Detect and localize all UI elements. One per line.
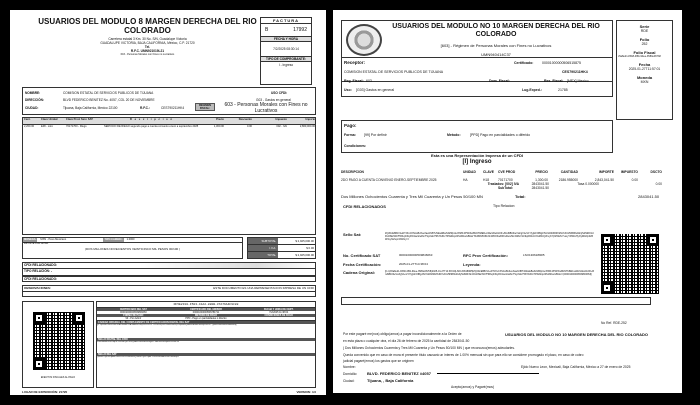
col-unidad: UNIDAD (463, 170, 476, 174)
totals-box (247, 237, 316, 259)
empty-notes-box (341, 297, 651, 305)
rfc-prov-value: LSO1306189R5 (523, 253, 545, 257)
nombre-label: Nombre: (343, 365, 356, 369)
col-clave-prod: Clave Prod. Serv. SAT (66, 118, 93, 121)
serie-value: RDE (640, 29, 649, 33)
col-precio: Precio (216, 118, 224, 121)
acepto-pagare: Acepto(amos) y Pagaré(mos) (451, 385, 495, 389)
pagare-text-4: Queda convenido que en caso de mora el presente título causará un interes de 1.00% mensual sin que para ello se considere prorrogado el plazo, en caso de cobro (343, 353, 584, 357)
col-descripcion: DESCRIPCION (341, 170, 364, 174)
fecha-label: FECHA Y HORA (261, 37, 311, 42)
regimen-label: REGIMEN FISCAL: (195, 103, 215, 111)
domicilio-value: BLVD. FEDERICO BENITEZ #4057 (367, 371, 431, 376)
serie: B (265, 27, 269, 33)
sello-emisor-value: ZmXn8Hf0cG3k9JqLvP2W1sE+yR7tUaQdBoV5NcMiK8xZ4gFh...AsDfGhJkLqWeRtYuIoP== (97, 341, 180, 343)
cert-emisor-value: 00001000000506784711 (192, 311, 220, 314)
pagare-text-1: Por este pagaré me(nos) obligo(amos) a pagar incondicionalmente a la Orden de (343, 332, 462, 336)
moneda-label: MONEDA: (24, 238, 37, 241)
reg-fiscal-value: 603 (366, 79, 372, 83)
cell: 2,860,000.00 (299, 125, 315, 128)
ciudad-value: Tijuana, , Baja California (367, 378, 414, 383)
invoice-document-modulo-10 (333, 10, 682, 393)
total-row (248, 252, 315, 258)
issuer-rfc: UMN940414C37 (481, 52, 511, 57)
cadena-value: ||1.1|DF5E2310-F503-41A2-880B-37A76A4F9C88|2025-02-07T11:38:04|LSO1306189R5|kY3pwM5QxBzU0dGwR1eDcp+r8P2c...||00001000000509846663|| (97, 324, 237, 326)
issuer-address-2: GUADALUPE VICTORIA, BAJA CALIFORNIA, México, C.P. 21720 (100, 41, 195, 45)
res-fiscal-value: [MEX] Mexico (567, 79, 589, 83)
sello-sat-label: SELLO DEL SAT (97, 353, 315, 356)
traslados-label: Traslados: [002] IVA (487, 182, 519, 186)
cfdi-relacionado-box (22, 262, 316, 276)
issuer-tel: Tel. (144, 45, 151, 49)
cfdi-relacionado-label: CFDI RELACIONADO: (23, 263, 315, 269)
issuer-name: USUARIOS DEL MODULO 8 MARGEN DERECHA DEL RIO COLORADO (38, 17, 257, 35)
representacion-impresa: Esta es una Representación Impresa de un CFDI (430, 153, 524, 158)
total-value: $ 2,925,000.00 (295, 253, 314, 257)
folio-fiscal-value: c5a8e21-83b8-4f6b-90ee-3580e067b8 (618, 55, 661, 58)
qr-code-icon (601, 234, 659, 294)
metodo-pago-value: PPD - Pago en parcialidades o diferido (185, 317, 227, 320)
version (296, 390, 316, 394)
iva-row (248, 245, 315, 252)
lugar-value: 21720 (58, 390, 68, 394)
col-clave: CLAVE (483, 170, 494, 174)
total-label: TOTAL (248, 252, 278, 258)
invoice-document-modulo-8 (10, 10, 326, 395)
condiciones-label: CONDICIONES DE PAGO (242, 314, 315, 317)
tipo-comprobante: [I] Ingreso (462, 159, 492, 165)
representacion-impresa: ESTE DOCUMENTO ES UNA REPRESENTACION IMPRESA DE UN CFDI (213, 286, 314, 290)
forma-label: Forma: (344, 133, 356, 137)
ciudad-label: Ciudad: (343, 379, 355, 383)
receptor-nombre: COMISION ESTATAL DE SERVICIOS PUBLICOS DE TIJUANA (63, 91, 154, 95)
no-ref: No Ref. RDE-252 (601, 321, 627, 325)
lug-exped-label: Lug.Exped.: (522, 88, 543, 92)
traslados-importe: 0.00 (655, 182, 662, 186)
uso-label: Uso: (344, 88, 352, 92)
cell: H18 (483, 178, 490, 182)
table-row (23, 125, 315, 128)
receptor-rfc: CES790211HK4 (161, 106, 185, 110)
condiciones-value (242, 317, 315, 320)
col-clave-unidad: Clave Unidad (41, 118, 58, 121)
moneda-value: MXN (640, 80, 649, 84)
lugar-fecha: Ejido Nuevo Leon, Mexicali, Baja California, México a 27 de enero de 2025 (521, 365, 631, 369)
cell: 2,843,041.50 (594, 178, 614, 182)
ciudad-label: CIUDAD: (25, 106, 39, 110)
cert-sat-label: CERTIFICADO DEL SAT (97, 308, 170, 311)
sello-sat-value: ZQzDcE8B1V1eDTJKvCXSGxBv6veXaw1NBTvNEwkBsZx9ZRpUe/XfMFJ/PWrKw8M1Tb8ED+kWeVAlwCkOF+Bnd9BClbeVwhgV1eV1YfyjGFOlBgJ3VzGDbl3RZXdNVvKCZ9hB3bdGhj/SdN9FNnzRU2SE7kD7HRfupfr3LjPdrGw4cwfbnTSyzGEY5Pv5UDvTF5kbFqcl0S1MlxuGBGkrTFxB4M5z6F/rlnWDOKwRFbvDscvMzJ2MvV1z3kpPd4nCXGMrfvQzFvyhYpSHd2UYvsxyYRWmHyOyDD2rpbzBW4xyhGhqcrJbNbry== (385, 232, 594, 241)
pagare-text-3: ( Dos Millones Ochocientos Cuarenta y Tres Mil Cuarenta y Un Pesos 50/100 MN ) que reconozco(emos) adeudarles. (343, 346, 515, 350)
version-label: VERSION: (296, 390, 311, 394)
receptor-rfc: CES790211HK4 (562, 70, 588, 74)
seal-logo-icon (346, 24, 382, 56)
total-value: 2843041.50 (638, 194, 660, 199)
col-descripcion: D e s c r i p c i o n (129, 118, 174, 121)
receptor-box (341, 57, 613, 97)
iva-label: I.V.A. (248, 245, 278, 251)
condiciones-label: Condiciones: (344, 144, 367, 148)
receptor-label: Receptor: (344, 60, 366, 65)
serie-label: Serie (639, 24, 650, 29)
rfc-label: R.F.C.: (140, 106, 150, 110)
folio-label: Folio (639, 37, 650, 42)
uuid: DF5E2310-F503-41A2-880B-37A76A4F9C88 (97, 302, 315, 308)
fecha-value: 7/2/2025 08:30:14 (261, 42, 311, 57)
qr-box (22, 301, 94, 388)
tipo-cambio-label: TIPO CAMBIO: (104, 238, 123, 241)
col-impuesto: IMPUESTO (620, 170, 638, 174)
forma-pago-label: FORMA DE PAGO (97, 314, 170, 317)
observaciones-label: OBSERVACIONES: (24, 286, 52, 290)
tipo-relacion-label: Tipo Relacion: (493, 204, 516, 208)
cell: 0.00 (246, 125, 252, 128)
issuer-rfc: R.F.C. UMN921019L21 (130, 49, 165, 53)
col-cantidad: CANTIDAD (560, 170, 578, 174)
leyenda-label: Leyenda: (463, 262, 481, 267)
pago-box (341, 120, 613, 153)
tipo-relacion-label: TIPO RELACIÓN: (24, 268, 51, 273)
forma-value: [99] Por definir (364, 133, 387, 137)
col-impuesto: Impuesto (275, 118, 287, 121)
table-header (341, 170, 676, 174)
col-importe: IMPORTE (598, 170, 614, 174)
no-cert-sat-value: 00001000000509846663 (399, 253, 433, 257)
fecha-cert-value: 2025-01-27T14:38:04 (399, 262, 428, 266)
importe-letra-label: IMPORTE CON LETRA (24, 243, 49, 245)
cell: 70171700 (498, 178, 513, 182)
cell: 0.00 (631, 178, 638, 182)
pagare-beneficiario: USUARIOS DEL MODULO NO 10 MARGEN DERECHA DEL RIO COLORADO (505, 332, 649, 337)
pagare-text-2: en esta plaza o cualquier otra, el día 26 de febrero de 2025 la cantidad de 2843041.50 (343, 339, 470, 343)
pagare-text-5: judicial pagaré(emos) los gastos que se originen (343, 359, 414, 363)
no-cert-sat-label: No. Certificado SAT (343, 253, 381, 258)
subtotal-row (248, 238, 315, 245)
col-importe: Importe (305, 118, 315, 121)
lug-exped-value: 21785 (558, 88, 568, 92)
cell: 1,300.00 (213, 125, 224, 128)
col-cve-prod: CVE PROD (498, 170, 516, 174)
concepts-table (22, 117, 316, 235)
rfc-prov-label: RFC Prov Certificación: (463, 253, 508, 258)
receptor-box (22, 87, 316, 115)
fecha-value: 2025-01-27T11:57:01 (628, 67, 661, 71)
cell: 2186.955000 (558, 178, 578, 182)
moneda-label: Moneda (636, 75, 653, 80)
receptor-nombre: COMISION ESTATAL DE SERVICIOS PUBLICOS DE TIJUANA (344, 70, 444, 74)
tipo-relacion-value: - (50, 268, 52, 273)
version-value: 4.0 (311, 390, 316, 394)
subtotal-value: 2843041.50 (531, 186, 549, 190)
subtotal-row (341, 186, 676, 190)
receptor-direccion: BLVD FEDERICO BENITEZ No. 4057, COL 20 DE NOVIEMBRE (63, 98, 155, 102)
subtotal-label: SubTotal: (498, 186, 513, 190)
cfdi-relacionado2-label: CFDI RELACIONADO: (24, 277, 58, 281)
col-cant: Cant. (24, 118, 31, 121)
subtotal-value: $ 2,925,000.00 (295, 239, 314, 243)
total-label: Total: (515, 194, 526, 199)
tipo-comprobante-label: TIPO DE COMPROBANTE: (261, 57, 311, 62)
iva-value: $ 0.00 (306, 246, 314, 250)
cell: 70171700 - Riego (66, 125, 87, 128)
fecha-label: Fecha (638, 62, 651, 67)
sat-info-box (96, 301, 316, 388)
metodo-pago-label: METODO DE PAGO (170, 314, 243, 317)
uso-cfdi-value: G03 - Gastos en general (256, 98, 291, 102)
moneda-value: MXN - Peso Mexicano (40, 238, 67, 241)
cell: E48 - Litro (41, 125, 53, 128)
col-descuento: Descuento (238, 118, 252, 121)
reg-fiscal-label: Reg. Fiscal: (344, 79, 364, 83)
folio-value: 252 (641, 42, 648, 46)
regimen-value: 603 - Personas Morales con Fines no Lucrativos (224, 102, 308, 114)
cert-emisor-label: CERTIFICADO DEL EMISOR (170, 308, 243, 311)
pago-label: Pago: (344, 123, 357, 128)
cfdi-relacionado-2 (22, 276, 316, 282)
cert-grid (97, 308, 315, 321)
folio-info-box (616, 20, 673, 120)
fecha-cert-label: FECHA Y HORA DE CERT. (242, 308, 315, 311)
traslados-base: 2843041.50 (531, 182, 549, 186)
fecha-cert-value: 7/2/2025 11:38:04 (269, 311, 289, 314)
issuer-regime: 603 - Personas Morales con Fines no Lucrativos (120, 53, 175, 56)
uso-cfdi-label: USO CFDI: (271, 91, 288, 95)
direccion-label: DIRECCIÓN: (25, 98, 44, 102)
importe-letra-box (22, 237, 243, 259)
issuer-name: USUARIOS DEL MODULO NO 10 MARGEN DERECHA DEL RIO COLORADO (392, 23, 600, 38)
tipo-comprobante-value: I - Ingreso (278, 63, 294, 67)
certificado-label: Certificado: (514, 61, 534, 65)
signature-line (437, 373, 539, 374)
cert-sat-value: 00001000000509846663 (120, 311, 147, 314)
tipo-cambio-value: 1.0000 (126, 238, 135, 241)
fecha-cert-label: Fecha Certificación: (343, 262, 382, 267)
res-fiscal-label: Res. Fiscal: (544, 79, 564, 83)
certificado-value: 00001000000506515875 (542, 61, 581, 65)
issuer-regimen: [603] - Régimen de Personas Morales con Fines no Lucrativos (440, 43, 552, 48)
receptor-ciudad: Tijuana, Baja California, Mexico 22100 (63, 106, 118, 110)
cell: 1,300.00 (535, 178, 548, 182)
metodo-label: Metodo: (447, 133, 461, 137)
qr-caption: EFECTOS FISCALES AL PAGO (40, 376, 76, 379)
forma-pago-value: 99 - Por definir (125, 317, 142, 320)
subtotal-label: SUBTOTAL (248, 238, 278, 244)
col-precio: PRECIO (535, 170, 548, 174)
domicilio-label: Domicilio: (343, 372, 358, 376)
tipo-relacion-row (23, 269, 315, 274)
folio: 17992 (293, 27, 307, 33)
observaciones-row (23, 286, 315, 292)
cell: 2DO PAGO A CUENTA CONVENIO ENERO-SEPTIEMBRE 2025 (341, 178, 437, 182)
sello-sat-value: Qw3ErT6yUi9OpAsD2fGhJ+kLzXcVbNm5Q1wE4rTyU7iOpA...Lk8JhGfDsA0PoIuYtReWq== (97, 356, 179, 358)
lugar-expedicion (22, 390, 67, 394)
lugar-label: LUGAR DE EXPEDICIÓN: (22, 390, 59, 394)
factura-folio (261, 24, 311, 37)
importe-letra: Dos Millones Ochocientos Cuarenta y Tres Mil Cuarenta y Un Pesos 50/100 MN (341, 194, 483, 199)
concepts-table (341, 170, 676, 190)
cell: SERVICIO DE RIEGO segundo pago a cuenta convenio enero a septiembre 2025 (104, 125, 199, 128)
factura-label: FACTURA (261, 18, 311, 24)
col-dscto: DSCTO (650, 170, 662, 174)
importe-letra-value: (DOS MILLONES NOVECIENTOS VEINTICINCO MIL PESOS 00/100 ) (84, 247, 181, 251)
qr-code-icon (33, 312, 85, 370)
cadena-label: CADENA ORIGINAL DEL COMPLEMENTO DE CERTIFICACION DIGITAL DEL SAT (97, 321, 315, 324)
cadena-value: ||1.1|b5a8e21-83b8-4f6b-90ee-3580e067b8|2025-01-27T14:38:04|LSO1306189R5|ZQzDcE8B1V1eDTJKvCXSGxBv6veXaw1NBTvNEwkBsZx9ZRpUe/XfMFJ/PWrKw8M1Tb8ED+kWeVAlwCkOF+Bnd9BClbeVwhgV1eV1YfyjGFOlBgJ3VzGDbl3RZXdNVvKCZ9hB3bdGhj/SdN9FNnzRU2SE7kD7HRfupfr3LjPdrGw4cwfbnTSyzGEY5Pv5UDvTF5kbFqcl0S1MlxuGBGk==|00001000000509846663|| (385, 270, 595, 276)
cfdi-relacionados-label: CFDI RELACIONADOS (343, 204, 386, 209)
sello-emisor-label: SELLO DIGITAL DEL CFDI (97, 338, 315, 341)
uso-value: [G03] Gastos en general (356, 88, 395, 92)
issuer-address-1: Carretera estatal 3 Km. 30 No. S/N, Guadalupe Victoria (108, 37, 187, 41)
sello-sat-label: Sello Sat: (343, 232, 362, 237)
dom-fiscal-label: Dom. Fiscal: (489, 79, 510, 83)
traslados-tasa: Tasa 0.000000 (577, 182, 599, 186)
observaciones-box (22, 285, 316, 297)
table-header (23, 118, 315, 125)
cell: 2,200.00 (24, 125, 35, 128)
folio-fiscal-label: Folio Fiscal (633, 50, 656, 55)
metodo-value: [PPD] Pago en parcialidades o diferido (470, 133, 531, 137)
cadena-label: Cadena Original: (343, 270, 376, 275)
cell: HA (463, 178, 468, 182)
factura-box (260, 17, 312, 85)
cell: 002 - IVA (276, 125, 287, 128)
nombre-label: NOMBRE: (25, 91, 41, 95)
